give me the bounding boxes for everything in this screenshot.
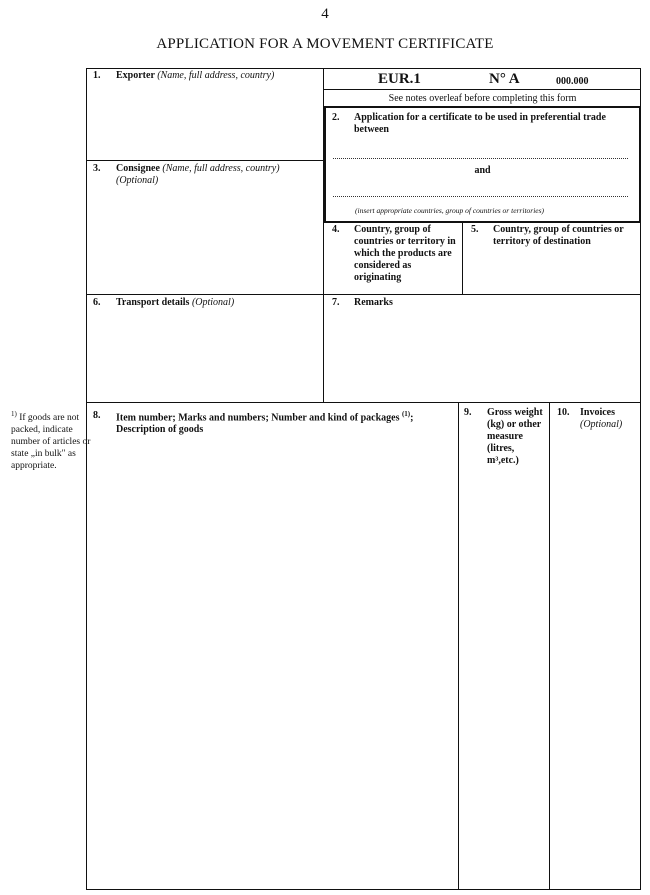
box-label: Item number; Marks and numbers; Number and kind of packages bbox=[116, 412, 400, 424]
box-and: and bbox=[474, 165, 491, 176]
box-number: 6. bbox=[93, 297, 101, 308]
box-number: 10. bbox=[557, 407, 570, 418]
footnote-text: If goods are not packed, indicate number of articles or state „in bulk" as appropriate. bbox=[11, 413, 91, 472]
box-label: Gross weight (kg) or other measure (litres, m³,etc.) bbox=[487, 407, 543, 466]
box-number: 1. bbox=[93, 70, 101, 81]
dotted-line bbox=[333, 158, 628, 159]
box-hint: (Optional) bbox=[191, 297, 235, 308]
box-label: Country, group of countries or territory of destination bbox=[493, 224, 624, 247]
certificate-note: See notes overleaf before completing this form bbox=[388, 93, 577, 104]
page-title: APPLICATION FOR A MOVEMENT CERTIFICATE bbox=[156, 36, 494, 52]
box-number: 3. bbox=[93, 163, 101, 174]
certificate-no-label: N° A bbox=[489, 71, 520, 87]
footnote-marker: 1) bbox=[11, 410, 17, 418]
box-label: Exporter bbox=[116, 70, 155, 81]
box-hint: (Name, full address, country) bbox=[162, 163, 280, 174]
certificate-type: EUR.1 bbox=[378, 71, 421, 87]
box-label: Remarks bbox=[354, 297, 393, 308]
box-label: Application for a certificate to be used in preferential trade between bbox=[354, 112, 606, 135]
box-hint: (insert appropriate countries, group of countries or territories) bbox=[355, 206, 545, 215]
box-hint: (Name, full address, country) bbox=[157, 70, 275, 81]
box-label: Consignee bbox=[116, 163, 160, 174]
box-label-2: Description of goods bbox=[116, 424, 204, 436]
side-footnote bbox=[11, 408, 91, 472]
dotted-line bbox=[333, 196, 628, 197]
footnote-ref: (1) bbox=[401, 410, 411, 418]
box-number: 9. bbox=[464, 407, 472, 418]
box-number: 5. bbox=[471, 224, 479, 235]
box-label: Country, group of countries or territory in which the products are considered as originating bbox=[354, 224, 456, 283]
certificate-serial: 000.000 bbox=[556, 76, 589, 87]
box-hint-optional: (Optional) bbox=[116, 175, 159, 186]
box-hint: (Optional) bbox=[580, 419, 623, 430]
page-number: 4 bbox=[321, 6, 329, 22]
box-label: Transport details bbox=[116, 297, 190, 308]
box-number: 2. bbox=[332, 112, 340, 123]
box-label: Invoices bbox=[580, 407, 615, 418]
box-number: 4. bbox=[332, 224, 340, 235]
box-label-end: ; bbox=[410, 412, 414, 424]
box-number: 7. bbox=[332, 297, 340, 308]
box-number: 8. bbox=[93, 410, 101, 421]
